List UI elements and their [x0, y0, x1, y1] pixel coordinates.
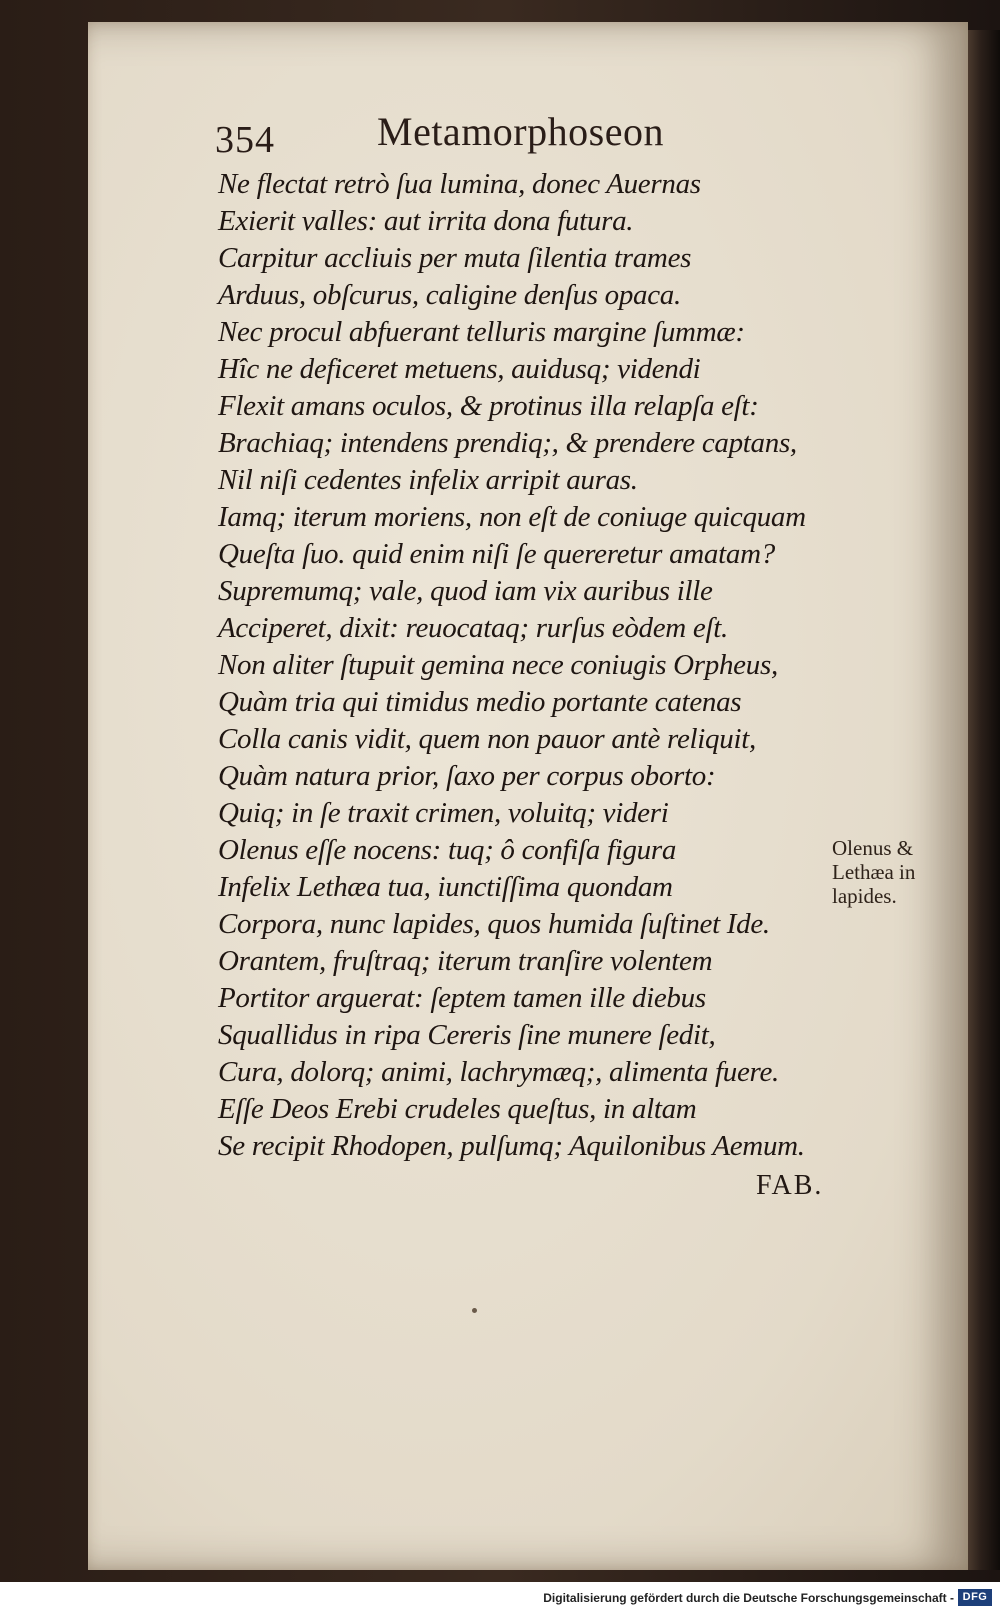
verse-line: Portitor arguerat: ſeptem tamen ille diebus [218, 982, 706, 1014]
verse-line: Infelix Lethæa tua, iunctiſſima quondam [218, 871, 673, 903]
verse-line: Non aliter ſtupuit gemina nece coniugis Orpheus, [218, 649, 778, 681]
verse-line: Supremumq; vale, quod iam vix auribus ille [218, 575, 713, 607]
verse-line: Exierit valles: aut irrita dona futura. [218, 205, 634, 237]
running-title: Metamorphoseon [377, 109, 664, 154]
verse-line: Orantem, fruſtraq; iterum tranſire volentem [218, 945, 713, 977]
marginal-note-line: lapides. [832, 884, 897, 908]
verse-line: Se recipit Rhodopen, pulſumq; Aquilonibus Aemum. [218, 1130, 805, 1162]
verse-line: Acciperet, dixit: reuocataq; rurſus eòdem eſt. [218, 612, 728, 644]
verse-line: Olenus eſſe nocens: tuq; ô confiſa figura [218, 834, 677, 866]
marginal-note [832, 836, 952, 908]
catchword: FAB. [756, 1170, 824, 1201]
dfg-logo: DFG [958, 1589, 992, 1606]
verse-line: Squallidus in ripa Cereris ſine munere ſedit, [218, 1019, 716, 1051]
verse-line: Arduus, obſcurus, caligine denſus opaca. [218, 279, 681, 311]
verse-line: Ne flectat retrò ſua lumina, donec Auernas [218, 168, 701, 200]
verse-text [218, 166, 838, 1165]
digitization-footer [0, 1582, 1000, 1615]
ink-speck [472, 1308, 477, 1313]
verse-line: Nec procul abfuerant telluris margine ſummæ: [218, 316, 745, 348]
page-number: 354 [215, 119, 275, 161]
verse-line: Cura, dolorq; animi, lachrymæq;, alimenta fuere. [218, 1056, 779, 1088]
page-header [215, 108, 915, 161]
book-gutter [968, 30, 1000, 1570]
verse-line: Hîc ne deficeret metuens, auidusq; videndi [218, 353, 701, 385]
footer-credit: Digitalisierung gefördert durch die Deutsche Forschungsgemeinschaft - [543, 1591, 954, 1605]
verse-line: Colla canis vidit, quem non pauor antè reliquit, [218, 723, 756, 755]
verse-line: Quàm natura prior, ſaxo per corpus oborto: [218, 760, 716, 792]
verse-line: Brachiaq; intendens prendiq;, & prendere captans, [218, 427, 797, 459]
verse-line: Flexit amans oculos, & protinus illa relapſa eſt: [218, 390, 759, 422]
verse-line: Corpora, nunc lapides, quos humida ſuſtinet Ide. [218, 908, 770, 940]
verse-line: Queſta ſuo. quid enim niſi ſe quereretur amatam? [218, 538, 775, 570]
verse-line: Quiq; in ſe traxit crimen, voluitq; videri [218, 797, 669, 829]
marginal-note-line: Olenus & [832, 836, 914, 860]
marginal-note-line: Lethæa in [832, 860, 916, 884]
verse-line: Eſſe Deos Erebi crudeles queſtus, in altam [218, 1093, 697, 1125]
verse-line: Iamq; iterum moriens, non eſt de coniuge quicquam [218, 501, 806, 533]
verse-line: Nil niſi cedentes infelix arripit auras. [218, 464, 638, 496]
verse-line: Quàm tria qui timidus medio portante catenas [218, 686, 742, 718]
verse-line: Carpitur accliuis per muta ſilentia trames [218, 242, 692, 274]
